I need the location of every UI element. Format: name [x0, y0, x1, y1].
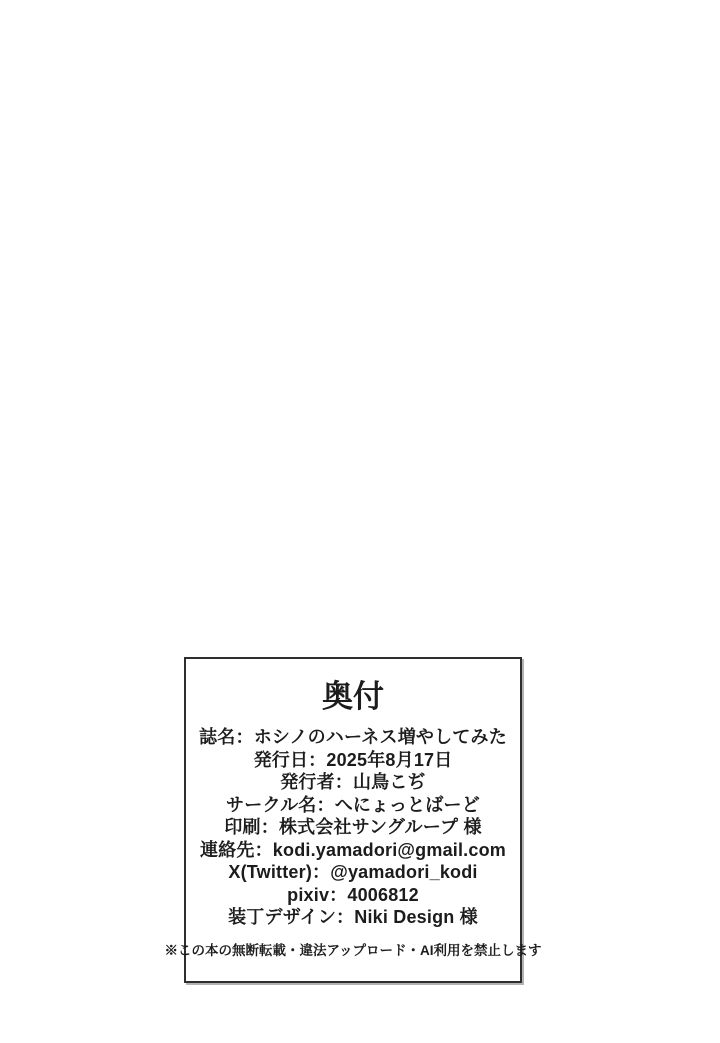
colophon-line: 装丁デザイン：Niki Design 様 [228, 907, 478, 927]
colophon-line: 印刷：株式会社サングループ 様 [224, 817, 482, 837]
colophon-box [164, 657, 542, 983]
colophon-line: X(Twitter)：@yamadori_kodi [228, 862, 478, 882]
colophon-line: 連絡先：kodi.yamadori@gmail.com [199, 839, 506, 860]
colophon-title: 奥付 [322, 679, 384, 714]
colophon-line: 発行日：2025年8月17日 [253, 749, 453, 770]
colophon-line: pixiv：4006812 [287, 884, 419, 905]
colophon-lines [199, 726, 507, 929]
colophon-line: 発行者：山鳥こぢ [280, 772, 426, 792]
colophon-line: 誌名：ホシノのハーネス増やしてみた [199, 727, 507, 747]
colophon-notice: ※この本の無断転載・違法アップロード・AI利用を禁止します [164, 942, 542, 958]
colophon-line: サークル名：へにょっとばーど [226, 794, 480, 815]
